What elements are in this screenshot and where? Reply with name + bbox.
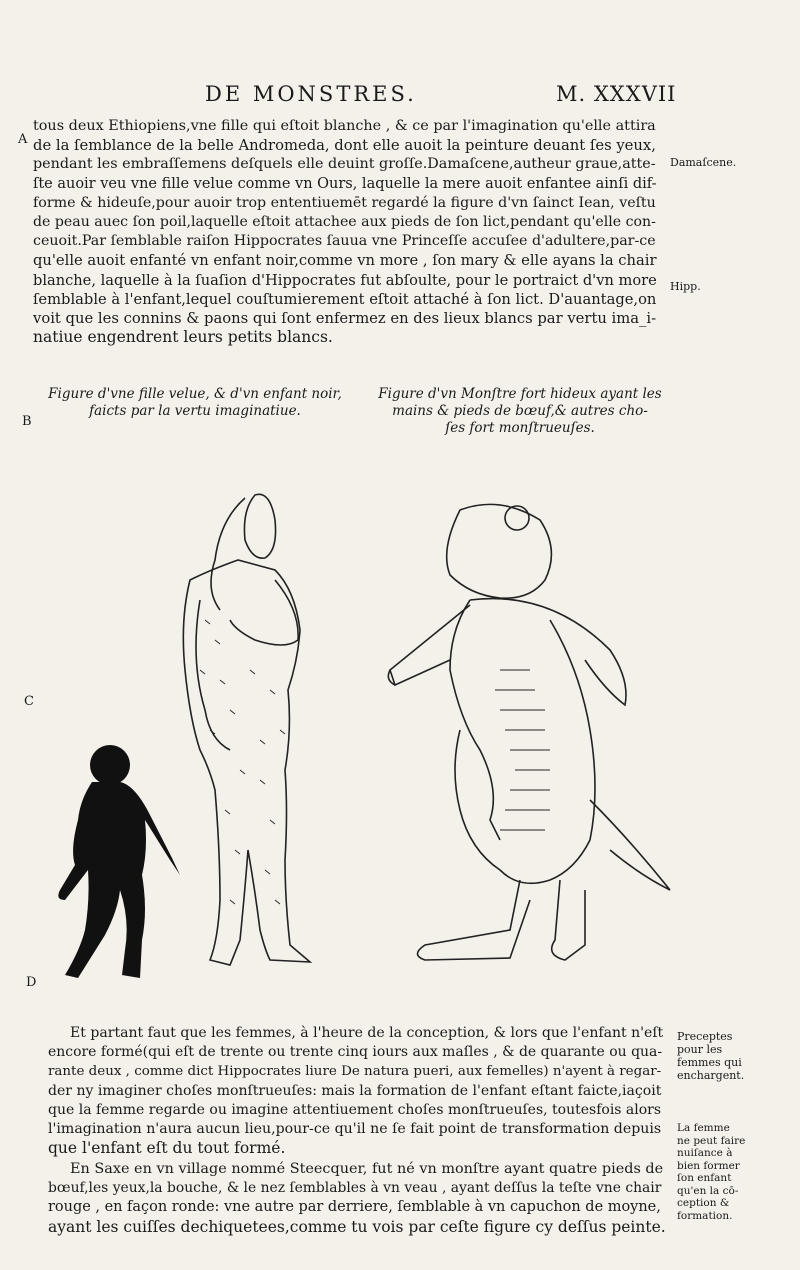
paragraph-3 [48,1160,668,1237]
margin-letter-d: D [26,975,37,990]
marginal-line: bien former [677,1159,740,1172]
text-line: que l'enfant eſt du tout formé. [48,1139,286,1158]
hairy-girl-figure [183,494,310,965]
caption-line: Figure d'vne fille velue, & d'vn enfant noir, [48,386,342,402]
marginal-line: ne peut faire [677,1134,746,1147]
marginal-note-hipp: Hipp. [670,280,701,293]
caption-line: Figure d'vn Monſtre fort hideux ayant les [378,386,662,402]
marginal-line: enchargent. [677,1069,745,1082]
text-line: rouge , en façon ronde: vne autre par derriere, ſemblable à vn capuchon de moyne, [48,1199,661,1216]
text-line: ſemblable à l'enfant,lequel couſtumierement eſtoit attaché à ſon lict. D'auantage,on [33,290,657,308]
caption-line: faicts par la vertu imaginatiue. [89,403,301,419]
text-line: que la femme regarde ou imagine attentiuement choſes monſtrueuſes, toutesfois alors [48,1101,662,1118]
marginal-line: femmes qui [677,1056,742,1069]
text-line: En Saxe en vn village nommé Steecquer, fut né vn monſtre ayant quatre pieds de [70,1161,664,1177]
black-child-figure [58,745,180,978]
margin-letter-a: A [18,132,28,147]
text-line: Et partant faut que les femmes, à l'heure de la conception, & lors que l'enfant n'eſt [70,1025,664,1041]
caption-right [370,386,670,437]
text-line: rante deux , comme dict Hippocrates liure De natura pueri, aux femelles) n'ayent à regar- [48,1064,662,1080]
marginal-line: ſon enfant [677,1172,732,1184]
text-line: pendant les embraſſemens deſquels elle deuint groſſe.Damaſcene,autheur graue,atte- [33,156,656,173]
marginal-note-la-femme [677,1122,745,1222]
text-line: de peau auec ſon poil,laquelle eſtoit attachee aux pieds de ſon lict,pendant qu'elle con- [33,214,656,231]
marginal-note-damascene: Damaſcene. [670,156,737,169]
text-line: l'imagination n'aura aucun lieu,pour-ce qu'il ne ſe fait point de transformation depuis [48,1121,662,1138]
marginal-line: La femme [677,1122,730,1134]
marginal-line: pour les [677,1043,723,1056]
marginal-line: qu'en la cō- [677,1184,739,1197]
margin-letter-b: B [22,414,32,429]
woodcut-illustration [30,470,680,1010]
caption-left [45,386,345,420]
paragraph-1 [33,117,663,347]
text-line: forme & hideuſe,pour auoir trop ententiuemēt regardé la figure d'vn ſainct Iean, veſtu [33,194,656,211]
caption-line: mains & pieds de bœuf,& autres cho- [392,403,648,419]
text-line: der ny imaginer choſes monſtrueuſes: mais la formation de l'enfant eſtant faicte,iaçoit [48,1082,662,1099]
text-line: qu'elle auoit enfanté vn enfant noir,comme vn more , ſon mary & elle ayans la chair [33,252,657,270]
paragraph-2 [48,1024,668,1158]
ox-footed-monster-figure [388,504,670,960]
text-line: tous deux Ethiopiens,vne fille qui eſtoit blanche , & ce par l'imagination qu'elle attira [33,118,656,134]
text-line: encore formé(qui eſt de trente ou trente cinq iours aux maſles , & de quarante ou qua- [48,1044,663,1061]
text-line: ceuoit.Par ſemblable raiſon Hippocrates ſauua vne Princeſſe accuſee d'adultere,par-ce [33,233,656,250]
text-line: natiue engendrent leurs petits blancs. [33,328,333,347]
folio-number: M. XXXVII [556,82,677,106]
running-head [0,82,800,112]
caption-line: ſes fort monſtrueuſes. [445,420,595,436]
text-line: voit que les connins & paons qui ſont enfermez en des lieux blancs par vertu ima_i- [33,310,657,328]
marginal-note-preceptes [677,1030,744,1082]
marginal-line: ception & [677,1197,730,1209]
text-line: de la ſemblance de la belle Andromeda, dont elle auoit la peinture deuant ſes yeux, [33,137,656,155]
marginal-line: Preceptes [677,1030,733,1043]
text-line: bœuf,les yeux,la bouche, & le nez ſemblables à vn veau , ayant deſſus la teſte vne chair [48,1180,662,1197]
text-line: blanche, laquelle à la ſuaſion d'Hippocrates fut abſoulte, pour le portraict d'vn more [33,271,657,289]
marginal-line: formation. [677,1209,733,1222]
text-line: ayant les cuiſſes dechiquetees,comme tu vois par ceſte figure cy deſſus peinte. [48,1217,666,1236]
text-line: ſte auoir veu vne fille velue comme vn Ours, laquelle la mere auoit enfantee ainſi dif- [33,175,657,192]
running-head-title: DE MONSTRES. [205,82,417,106]
margin-letter-c: C [24,694,34,709]
marginal-line: nuiſance à [677,1147,733,1159]
